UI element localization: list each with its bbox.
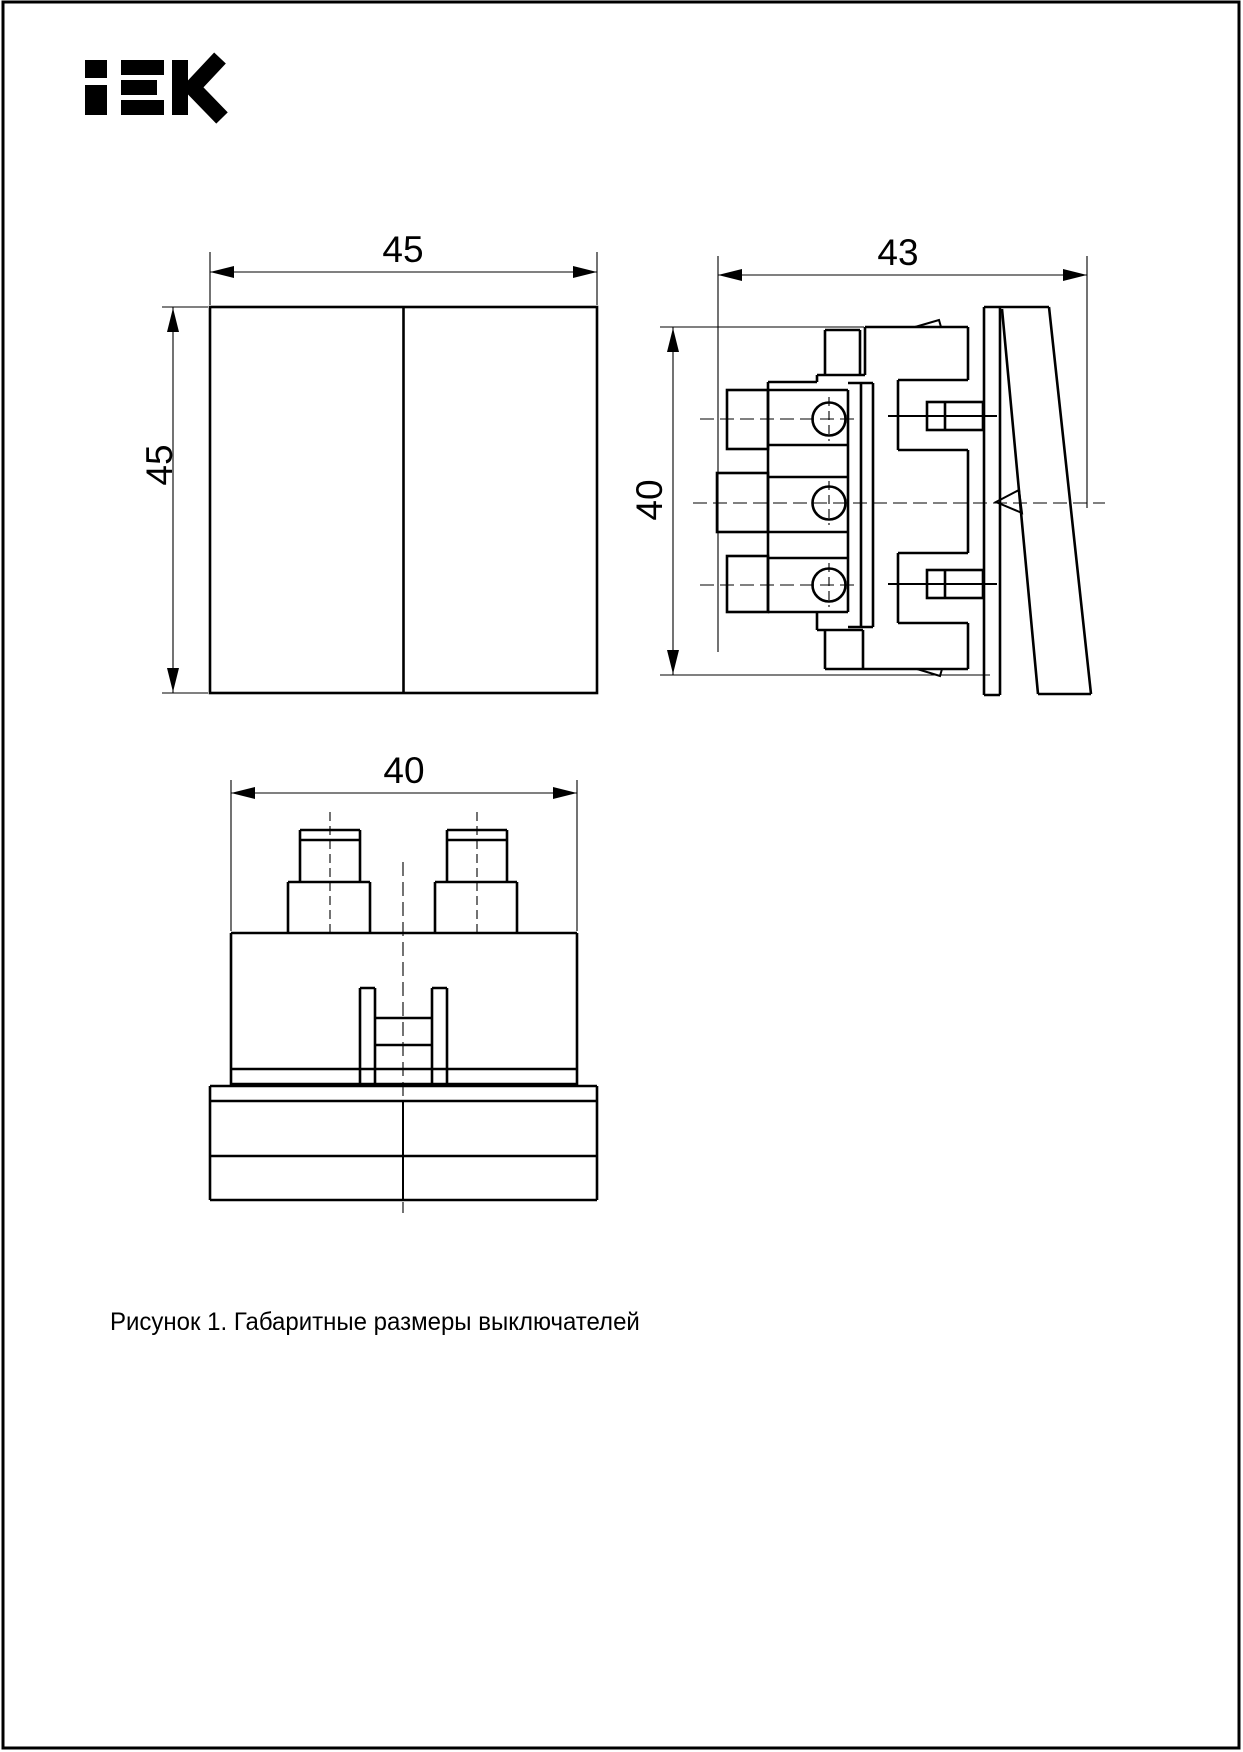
dim-label-side-width: 43 — [877, 232, 919, 273]
iek-logo — [85, 58, 222, 118]
side-terminal-housing — [768, 330, 873, 669]
bottom-body — [231, 933, 577, 1086]
side-frame-plate — [984, 307, 1049, 695]
side-view — [660, 256, 1105, 695]
page-border — [3, 2, 1239, 1748]
side-terminal-lugs — [717, 390, 768, 612]
dim-label-front-width: 45 — [382, 229, 424, 270]
side-fixing-screws — [888, 402, 997, 598]
dim-label-front-height: 45 — [139, 444, 180, 486]
bottom-centerlines — [330, 812, 477, 1213]
side-rocker — [996, 307, 1091, 694]
front-view — [162, 252, 597, 693]
dim-label-bottom-width: 40 — [383, 750, 425, 791]
side-body — [825, 320, 968, 676]
dim-label-side-height: 40 — [629, 479, 670, 521]
bottom-terminal-towers — [288, 830, 517, 933]
figure-caption: Рисунок 1. Габаритные размеры выключателей — [110, 1308, 640, 1336]
front-dim-lines — [162, 252, 597, 693]
bottom-view — [210, 780, 597, 1213]
bottom-dim-lines — [231, 780, 577, 931]
